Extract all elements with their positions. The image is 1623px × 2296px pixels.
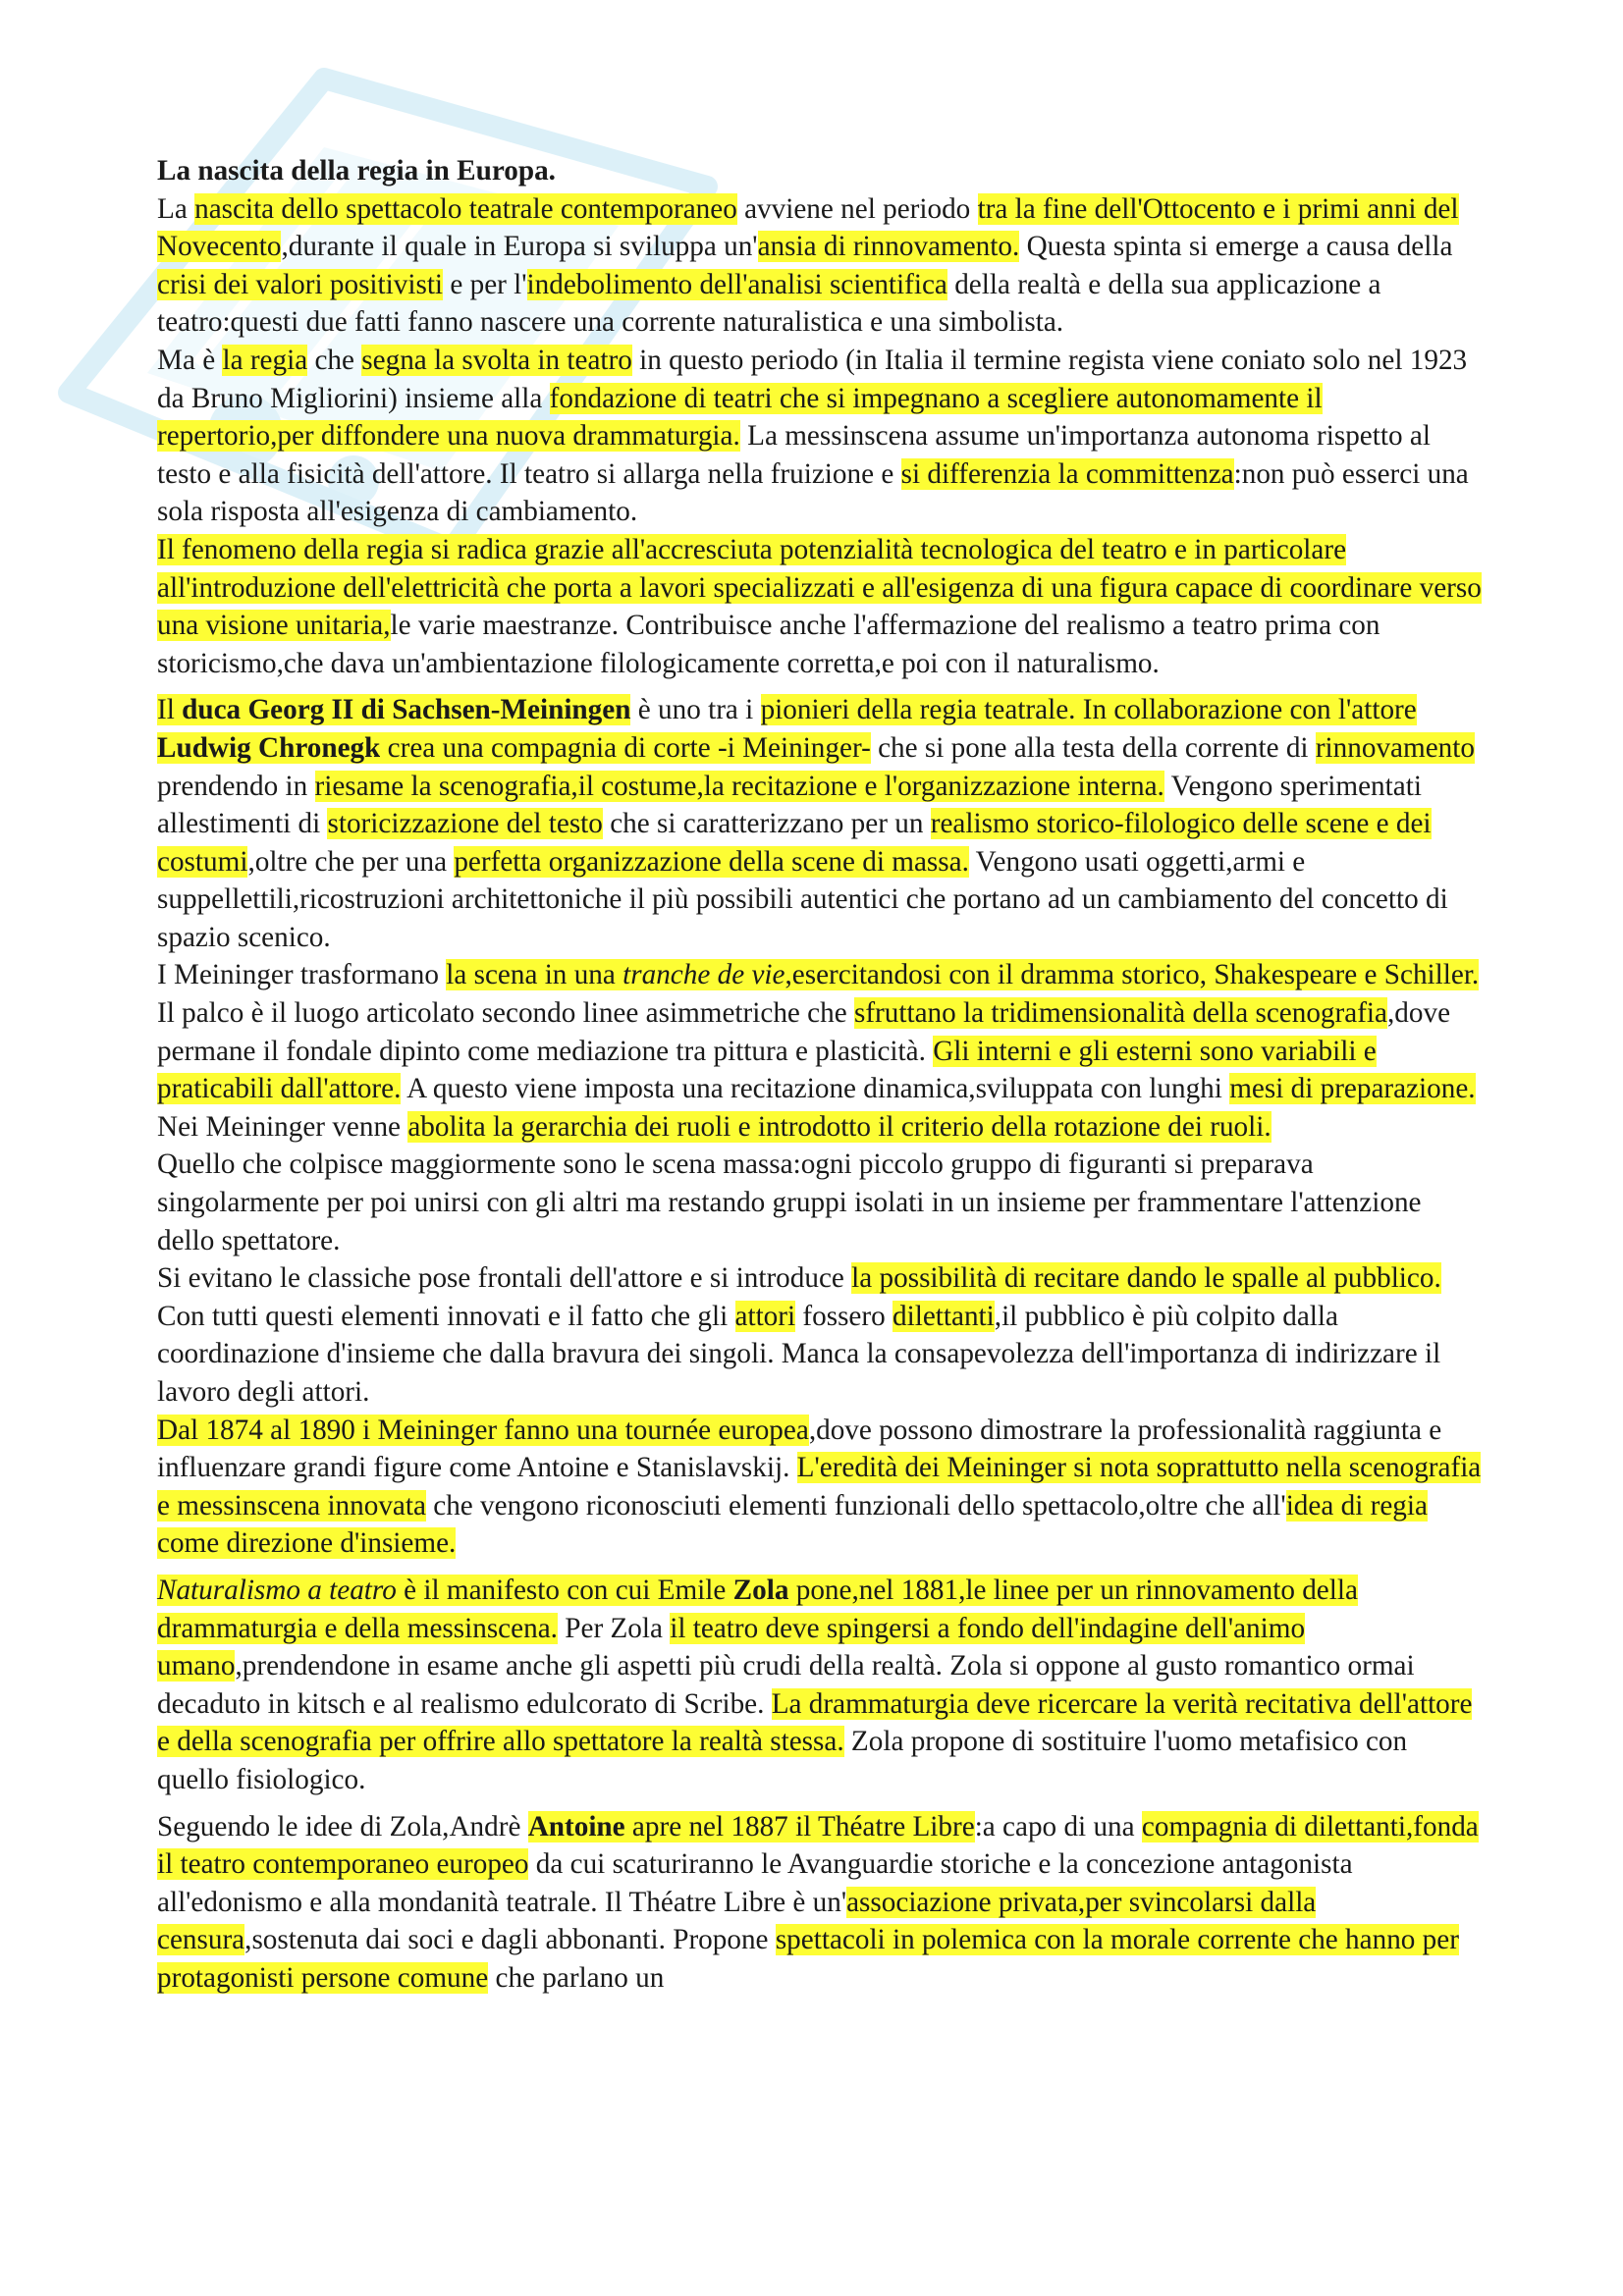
text-run: Vengono sperimentati allestimenti di [157,770,1422,840]
highlighted-text: Naturalismo a teatro [157,1574,397,1606]
text-run: ,durante il quale in Europa si sviluppa un' [281,231,758,263]
highlighted-text: Il [157,694,183,726]
highlighted-text: dilettanti [893,1300,995,1332]
highlighted-text: Il fenomeno della regia si radica grazie all'accresciuta potenzialità tecnologica del teatro e in particolare all'introduzione dell'elettricità che porta a lavori specializzati e all'esigenza di una figura capace di coordinare verso una visione unitaria, [157,533,1482,642]
highlighted-text: nascita dello spettacolo teatrale contemporaneo [194,192,737,225]
text-run: Con tutti questi elementi innovati e il fatto che gli [157,1300,735,1332]
text-run: La messinscena assume un'importanza autonoma rispetto al testo e alla fisicità dell'attore. Il teatro si allarga nella fruizione e [157,420,1431,490]
text-run: ,oltre che per una [247,845,455,878]
highlighted-text: spettacoli in polemica con la morale corrente che hanno per protagonisti persone comune [157,1924,1459,1994]
highlighted-text: perfetta organizzazione della scene di massa. [454,845,969,878]
text-run: le varie maestranze. Contribuisce anche l'affermazione del realismo a teatro prima con storicismo,che dava un'ambientazione filologicamente corretta,e poi con il naturalismo. [157,610,1380,679]
text-run: ,il pubblico è più colpito dalla coordinazione d'insieme che dalla bravura dei singoli. Manca la consapevolezza dell'importanza di indirizzare il lavoro degli attori. [157,1300,1441,1408]
text-run: A questo viene imposta una recitazione dinamica,sviluppata con lunghi [401,1073,1230,1105]
text-run: da cui scaturiranno le Avanguardie storiche e la concezione antagonista all'edonismo e alla mondanità teatrale. Il Théatre Libre è un' [157,1848,1353,1918]
highlighted-text: associazione privata,per svincolarsi dalla censura [157,1886,1317,1956]
paragraph [157,1146,1483,1259]
highlighted-text: segna la svolta in teatro [361,344,632,376]
text-run: Nei Meininger venne [157,1110,408,1143]
highlighted-text: la regia [222,344,308,376]
text-run: prendendo in [157,770,315,802]
highlighted-text: realismo storico-filologico delle scene e dei costumi [157,808,1432,878]
paragraph [157,531,1483,682]
highlighted-text: fondazione di teatri che si impegnano a scegliere autonomamente il repertorio,per diffondere una nuova drammaturgia. [157,382,1323,453]
text-run: Per Zola [557,1612,671,1644]
text-run: che [307,344,362,376]
paragraph [157,1572,1483,1799]
text-run: che si pone alla testa della corrente di [870,731,1316,764]
highlighted-text: la scena in una [446,959,623,991]
text-run: Questa spinta si emerge a causa della [1019,231,1453,263]
document-title: La nascita della regia in Europa. [157,155,556,187]
highlighted-text: tranche de vie [622,959,785,991]
highlighted-text: indebolimento dell'analisi scientifica [526,268,947,300]
highlighted-text: crisi dei valori positivisti [157,268,444,300]
highlighted-text: Antoine [527,1810,625,1842]
highlighted-text: Zola [732,1574,789,1606]
highlighted-text: Dal 1874 al 1890 i Meininger fanno una tournée europea [157,1414,809,1446]
highlighted-text: L'eredità dei Meininger si nota soprattutto nella scenografia e messinscena innovata [157,1452,1482,1522]
highlighted-text: idea di regia come direzione d'insieme. [157,1489,1428,1560]
text-run: Il palco è il luogo articolato secondo linee asimmetriche che [157,997,854,1030]
text-run: che vengono riconosciuti elementi funzionali dello spettacolo,oltre che all' [425,1489,1286,1522]
text-run: che si caratterizzano per un [602,808,931,840]
paragraph [157,1808,1483,1998]
highlighted-text: crea una compagnia di corte -i Meininger- [380,731,871,764]
text-run: che parlano un [488,1961,665,1994]
highlighted-text: ,esercitandosi con il dramma storico, Shakespeare e Schiller. [784,959,1480,991]
paragraph [157,956,1483,1146]
text-run: della realtà e della sua applicazione a teatro:questi due fatti fanno nascere una corrente naturalistica e una simbolista. [157,268,1381,339]
highlighted-text: Ludwig Chronegk [157,731,381,764]
paragraphs [157,190,1483,1998]
text-run: Zola propone di sostituire l'uomo metafisico con quello fisiologico. [157,1726,1408,1795]
text-run: :a capo di una [974,1810,1142,1842]
highlighted-text: ansia di rinnovamento. [757,231,1020,263]
paragraph [157,342,1483,531]
highlighted-text: riesame la scenografia,il costume,la recitazione e l'organizzazione interna. [314,770,1164,802]
text-run: La [157,192,195,225]
highlighted-text: attori [734,1300,796,1332]
text-run: Ma è [157,344,223,376]
text-run: ,dove possono dimostrare la professionalità raggiunta e influenzare grandi figure come Antoine e Stanislavskij. [157,1414,1442,1484]
text-run: Vengono usati oggetti,armi e suppellettili,ricostruzioni architettoniche il più possibili autentici che portano ad un cambiamento del concetto di spazio scenico. [157,845,1448,953]
highlighted-text: La drammaturgia deve ricercare la verità recitativa dell'attore e della scenografia per offrire allo spettatore la realtà stessa. [157,1687,1473,1758]
highlighted-text: duca Georg II di Sachsen-Meiningen [182,694,631,726]
text-run: Si evitano le classiche pose frontali dell'attore e si introduce [157,1262,852,1295]
text-run: ,dove permane il fondale dipinto come mediazione tra pittura e plasticità. [157,997,1451,1067]
highlighted-text: storicizzazione del testo [327,808,603,840]
highlighted-text: apre nel 1887 il Théatre Libre [624,1810,975,1842]
paragraph [157,1412,1483,1563]
text-run: e per l' [443,268,527,300]
text-run: :non può esserci una sola risposta all'esigenza di cambiamento. [157,457,1469,528]
highlighted-text: si differenzia la committenza [900,457,1234,490]
paragraph [157,190,1483,342]
text-run: ,prendendone in esame anche gli aspetti più crudi della realtà. Zola si oppone al gusto romantico ormai decaduto in kitsch e al realismo edulcorato di Scribe. [157,1650,1415,1720]
highlighted-text: Gli interni e gli esterni sono variabili e praticabili dall'attore. [157,1035,1377,1105]
text-run: ,sostenuta dai soci e dagli abbonanti. Propone [244,1924,776,1956]
text-run: in questo periodo (in Italia il termine regista viene coniato solo nel 1923 da Bruno Migliorini) insieme alla [157,344,1468,414]
highlighted-text: sfruttano la tridimensionalità della scenografia [853,997,1387,1030]
text-run: è uno tra i [630,694,761,726]
highlighted-text: pionieri della regia teatrale. In collaborazione con l'attore [760,694,1417,726]
paragraph [157,1259,1483,1411]
highlighted-text: è il manifesto con cui Emile [396,1574,733,1606]
document-body [157,152,1483,1998]
text-run: Quello che colpisce maggiormente sono le scena massa:ogni piccolo gruppo di figuranti si preparava singolarmente per poi unirsi con gli altri ma restando gruppi isolati in un insieme per frammentare l'attenzione dello spettatore. [157,1148,1422,1256]
highlighted-text: tra la fine dell'Ottocento e i primi anni del Novecento [157,192,1459,263]
highlighted-text: il teatro deve spingersi a fondo dell'indagine dell'animo umano [157,1612,1306,1682]
highlighted-text: abolita la gerarchia dei ruoli e introdotto il criterio della rotazione dei ruoli. [407,1110,1271,1143]
text-run: avviene nel periodo [736,192,978,225]
highlighted-text: pone,nel 1881,le linee per un rinnovamento della drammaturgia e della messinscena. [157,1574,1358,1644]
paragraph [157,691,1483,956]
text-run: Seguendo le idee di Zola,Andrè [157,1810,528,1842]
highlighted-text: la possibilità di recitare dando le spalle al pubblico. [851,1262,1441,1295]
text-run: fossero [795,1300,893,1332]
highlighted-text: mesi di preparazione. [1229,1073,1476,1105]
text-run: I Meininger trasformano [157,959,447,991]
highlighted-text: rinnovamento [1315,731,1475,764]
highlighted-text: compagnia di dilettanti,fonda il teatro contemporaneo europeo [157,1810,1479,1881]
